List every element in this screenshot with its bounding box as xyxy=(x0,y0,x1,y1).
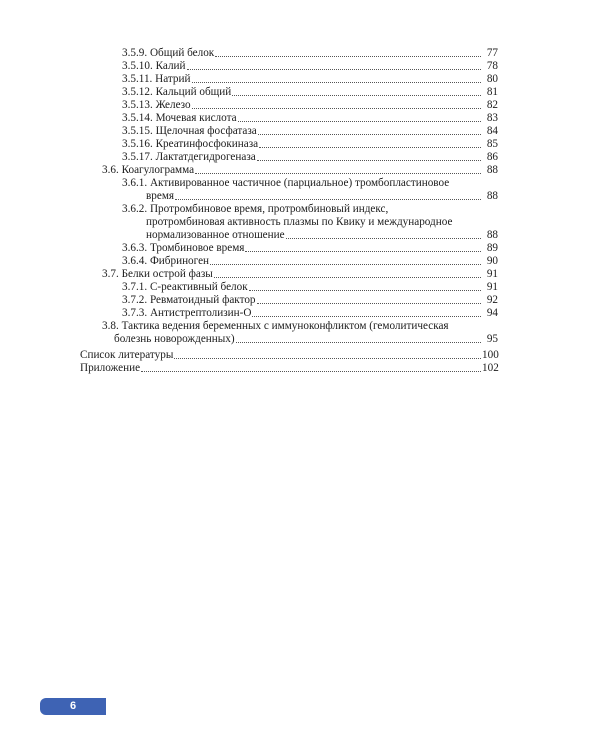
toc-entry-label: 3.6.3. Тромбиновое время xyxy=(122,242,245,254)
leader-dots xyxy=(210,264,481,265)
leader-dots xyxy=(214,277,481,278)
leader-dots xyxy=(258,134,481,135)
leader-dots xyxy=(257,160,481,161)
leader-dots xyxy=(238,121,481,122)
leader-dots xyxy=(192,82,482,83)
toc-entry xyxy=(122,242,498,255)
toc-entry xyxy=(122,281,498,294)
toc-section-label: 3.6. Коагулограмма xyxy=(102,164,195,176)
toc-entry-page: 81 xyxy=(486,86,498,98)
toc-entry-label: 3.7.2. Ревматоидный фактор xyxy=(122,294,256,306)
leader-dots xyxy=(245,251,481,252)
leader-dots xyxy=(232,95,481,96)
toc-entry-label: 3.5.12. Кальций общий xyxy=(122,86,232,98)
toc-section xyxy=(102,320,498,346)
toc-entry-label: 3.5.17. Лактатдегидрогеназа xyxy=(122,151,256,163)
toc-entry xyxy=(122,138,498,151)
toc-entry-page: 88 xyxy=(486,190,498,202)
leader-dots xyxy=(259,147,481,148)
toc-entry xyxy=(122,307,498,320)
toc-section-label: 3.7. Белки острой фазы xyxy=(102,268,213,280)
toc-top-label: Список литературы xyxy=(80,349,174,361)
toc-entry-label: 3.7.3. Антистрептолизин-О xyxy=(122,307,252,319)
toc-entry xyxy=(122,125,498,138)
leader-dots xyxy=(249,290,481,291)
toc-entry-page: 78 xyxy=(486,60,498,72)
toc-entry-label: 3.5.16. Креатинфосфокиназа xyxy=(122,138,259,150)
toc-entry-label: 3.6.4. Фибриноген xyxy=(122,255,210,267)
page-number: 6 xyxy=(69,700,77,712)
toc-entry-page: 91 xyxy=(486,281,498,293)
toc-entry-page: 77 xyxy=(486,47,498,59)
toc-entry-page: 85 xyxy=(486,138,498,150)
leader-dots xyxy=(252,316,481,317)
leader-dots xyxy=(141,371,481,372)
toc-entry xyxy=(122,294,498,307)
toc-section xyxy=(102,164,498,177)
toc-section-label-cont: болезнь новорожденных) xyxy=(114,333,235,345)
toc-entry-page: 89 xyxy=(486,242,498,254)
leader-dots xyxy=(187,69,482,70)
leader-dots xyxy=(195,173,481,174)
toc-entry-page: 90 xyxy=(486,255,498,267)
toc-entry-page: 84 xyxy=(486,125,498,137)
toc-entry-label: 3.5.9. Общий белок xyxy=(122,47,215,59)
toc-entry xyxy=(122,86,498,99)
toc-entry-page: 100 xyxy=(482,349,499,361)
toc-entry-label-cont: протромбиновая активность плазмы по Квику и международное xyxy=(146,216,453,228)
toc-entry-label: 3.5.14. Мочевая кислота xyxy=(122,112,237,124)
toc-entry-label: 3.7.1. С-реактивный белок xyxy=(122,281,248,293)
toc-entry-page: 88 xyxy=(486,229,498,241)
toc-entry xyxy=(122,99,498,112)
leader-dots xyxy=(192,108,481,109)
leader-dots xyxy=(236,342,481,343)
toc-entry-page: 88 xyxy=(486,164,498,176)
toc-top-entry xyxy=(80,362,498,375)
toc-entry-page: 95 xyxy=(486,333,498,345)
toc-entry xyxy=(122,203,498,242)
toc-entry-label-cont: время xyxy=(146,190,175,202)
leader-dots xyxy=(286,238,481,239)
toc-entry-label: 3.6.1. Активированное частичное (парциальное) тромбопластиновое xyxy=(122,177,450,189)
toc-entry xyxy=(122,255,498,268)
toc-section xyxy=(102,268,498,281)
toc-top-entry xyxy=(80,349,498,362)
toc-top-label: Приложение xyxy=(80,362,141,374)
toc-entry xyxy=(122,47,498,60)
toc-entry xyxy=(122,60,498,73)
toc-entry xyxy=(122,177,498,203)
toc-entry-label: 3.6.2. Протромбиновое время, протромбиновый индекс, xyxy=(122,203,389,215)
leader-dots xyxy=(175,199,481,200)
toc-entry-label: 3.5.10. Калий xyxy=(122,60,186,72)
toc-entry-page: 94 xyxy=(486,307,498,319)
toc-entry-label: 3.5.15. Щелочная фосфатаза xyxy=(122,125,257,137)
toc-entry-label: 3.5.11. Натрий xyxy=(122,73,191,85)
toc-entry-page: 91 xyxy=(486,268,498,280)
toc-entry xyxy=(122,73,498,86)
leader-dots xyxy=(215,56,481,57)
toc-entry xyxy=(122,151,498,164)
toc-entry-label-cont: нормализованное отношение xyxy=(146,229,285,241)
leader-dots xyxy=(257,303,481,304)
toc-entry xyxy=(122,112,498,125)
leader-dots xyxy=(174,358,481,359)
toc-section-label: 3.8. Тактика ведения беременных с иммуноконфликтом (гемолитическая xyxy=(102,320,449,332)
toc-entry-page: 102 xyxy=(482,362,499,374)
toc-entry-page: 82 xyxy=(486,99,498,111)
toc-entry-page: 92 xyxy=(486,294,498,306)
toc-entry-page: 80 xyxy=(486,73,498,85)
toc-entry-page: 83 xyxy=(486,112,498,124)
page-number-tab xyxy=(40,698,106,715)
toc-entry-label: 3.5.13. Железо xyxy=(122,99,191,111)
toc-entry-page: 86 xyxy=(486,151,498,163)
